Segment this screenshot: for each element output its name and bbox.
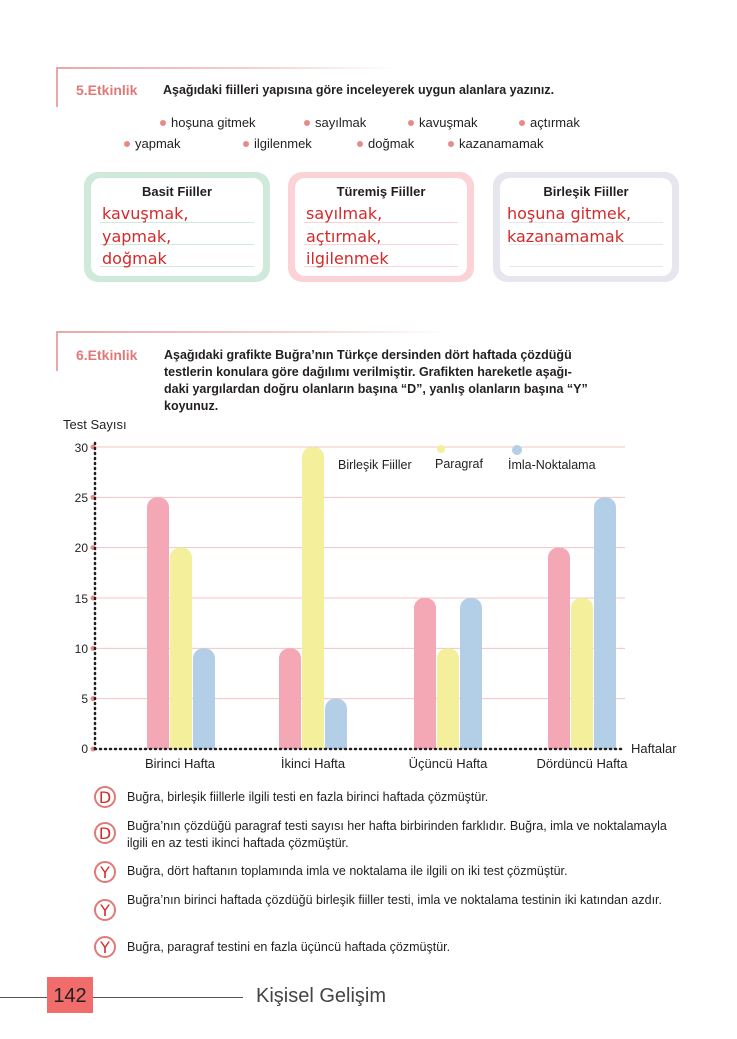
footer-book-title: Kişisel Gelişim	[256, 985, 387, 1007]
word-bank-item: ilgilenmek	[243, 136, 312, 151]
word-bank-item: sayılmak	[304, 115, 366, 130]
activity6-header-vline	[56, 331, 58, 371]
handwritten-answer: doğmak	[102, 249, 167, 268]
basit-fiiller-box	[84, 172, 270, 282]
bar-base	[548, 739, 570, 749]
bar-base	[460, 739, 482, 749]
bullet-dot-icon	[519, 120, 525, 126]
word-bank-item: kavuşmak	[408, 115, 478, 130]
footer-rule-left	[0, 997, 47, 998]
y-tick-label: 5	[81, 692, 88, 706]
activity6-instruction-line: testlerin konulara göre dağılımı verilmiştir. Grafikten hareketle aşağı-	[164, 365, 572, 379]
activity6-instruction-line: koyunuz.	[164, 399, 219, 413]
y-tick-label: 30	[74, 441, 88, 455]
statement-text: Buğra, dört haftanın toplamında imla ve noktalama ile ilgili on iki test çözmüştür.	[127, 864, 568, 878]
y-tick-label: 0	[81, 742, 88, 756]
bar-base	[414, 739, 436, 749]
handwritten-answer: kazanamamak	[507, 227, 624, 246]
legend-label-paragraf: Paragraf	[435, 457, 483, 471]
bar-base	[594, 739, 616, 749]
word-bank-item: doğmak	[357, 136, 414, 151]
bar	[414, 598, 436, 749]
bar	[147, 497, 169, 749]
handwritten-answer: sayılmak,	[306, 204, 383, 223]
answer-badge: D	[94, 786, 116, 808]
activity5-instruction: Aşağıdaki fiilleri yapısına göre inceleyerek uygun alanlara yazınız.	[163, 83, 555, 97]
statement-text: Buğra, birleşik fiillerle ilgili testi en fazla birinci haftada çözmüştür.	[127, 790, 489, 804]
activity6-instruction-line: daki yargılardan doğru olanların başına “D”, yanlış olanların başına “Y”	[164, 382, 588, 396]
bar-base	[325, 739, 347, 749]
x-axis-title: Haftalar	[631, 741, 677, 756]
legend-label-imla: İmla-Noktalama	[508, 458, 596, 472]
box-heading: Basit Fiiller	[141, 184, 213, 199]
birlesik-fiiller-box	[493, 172, 679, 282]
handwritten-answer: yapmak,	[102, 227, 172, 246]
x-category-label: İkinci Hafta	[280, 756, 346, 771]
page-number: 142	[53, 985, 87, 1007]
turemis-fiiller-box	[288, 172, 474, 282]
bar	[193, 648, 215, 749]
word-bank-item: yapmak	[124, 136, 181, 151]
bar-base	[147, 739, 169, 749]
bullet-dot-icon	[304, 120, 310, 126]
handwritten-answer: açtırmak,	[306, 227, 382, 246]
bar	[548, 548, 570, 749]
x-category-label: Birinci Hafta	[144, 756, 216, 771]
bar	[437, 648, 459, 749]
y-tick-dot	[91, 696, 96, 701]
bar-base	[170, 739, 192, 749]
handwritten-answer: ilgilenmek	[306, 249, 389, 268]
bar-base	[571, 739, 593, 749]
y-tick-dot	[91, 495, 96, 500]
bar	[302, 447, 324, 749]
statement-text: Buğra’nın çözdüğü paragraf testi sayısı her hafta birbirinden farklıdır. Buğra, imla ve noktalamayla ilgili en az testi ikinci haftada çözmüştür.	[127, 819, 667, 850]
legend-swatch	[437, 445, 445, 453]
answer-badge: Y	[94, 899, 116, 921]
bar	[594, 497, 616, 749]
bar	[325, 699, 347, 749]
word-bank-item: kazanamamak	[448, 136, 544, 151]
activity6-title: 6.Etkinlik	[76, 347, 138, 363]
word-bank-item: açtırmak	[519, 115, 580, 130]
bullet-dot-icon	[408, 120, 414, 126]
x-category-label: Dördüncü Hafta	[536, 756, 628, 771]
y-axis-title: Test Sayısı	[63, 417, 127, 432]
activity6-instruction-line: Aşağıdaki grafikte Buğra’nın Türkçe dersinden dört haftada çözdüğü	[164, 348, 572, 362]
y-tick-dot	[91, 445, 96, 450]
y-tick-label: 10	[74, 642, 88, 656]
bullet-dot-icon	[243, 141, 249, 147]
bar-base	[193, 739, 215, 749]
y-tick-label: 20	[74, 541, 88, 555]
y-tick-dot	[91, 545, 96, 550]
word-bank-item: hoşuna gitmek	[160, 115, 256, 130]
y-tick-label: 15	[74, 592, 88, 606]
answer-badge: Y	[94, 861, 116, 883]
x-category-label: Üçüncü Hafta	[408, 756, 488, 771]
activity5-title: 5.Etkinlik	[76, 82, 138, 98]
legend-swatch	[512, 445, 522, 455]
y-tick-dot	[91, 747, 96, 752]
answer-line	[509, 266, 663, 267]
activity6-header-rule	[56, 331, 446, 333]
bar-base	[279, 739, 301, 749]
bullet-dot-icon	[357, 141, 363, 147]
bar-base	[437, 739, 459, 749]
bar	[460, 598, 482, 749]
bar	[279, 648, 301, 749]
y-tick-dot	[91, 596, 96, 601]
activity5-header-vline	[56, 67, 58, 107]
legend-label-birlesik: Birleşik Fiiller	[338, 458, 412, 472]
box-heading: Birleşik Fiiller	[543, 184, 629, 199]
answer-badge: Y	[94, 936, 116, 958]
bullet-dot-icon	[448, 141, 454, 147]
handwritten-answer: kavuşmak,	[102, 204, 189, 223]
statement-text: Buğra, paragraf testini en fazla üçüncü haftada çözmüştür.	[127, 940, 451, 954]
bar-base	[302, 739, 324, 749]
y-tick-label: 25	[74, 491, 88, 505]
statement-text: Buğra’nın birinci haftada çözdüğü birleşik fiiller testi, imla ve noktalama testinin iki katından azdır.	[127, 893, 662, 907]
bullet-dot-icon	[160, 120, 166, 126]
answer-badge: D	[94, 822, 116, 844]
bar	[571, 598, 593, 749]
bar	[170, 548, 192, 749]
box-heading: Türemiş Fiiller	[336, 184, 426, 199]
handwritten-answer: hoşuna gitmek,	[507, 204, 632, 223]
footer-rule-right	[93, 997, 243, 998]
bullet-dot-icon	[124, 141, 130, 147]
activity5-header-rule	[56, 67, 396, 69]
y-tick-dot	[91, 646, 96, 651]
